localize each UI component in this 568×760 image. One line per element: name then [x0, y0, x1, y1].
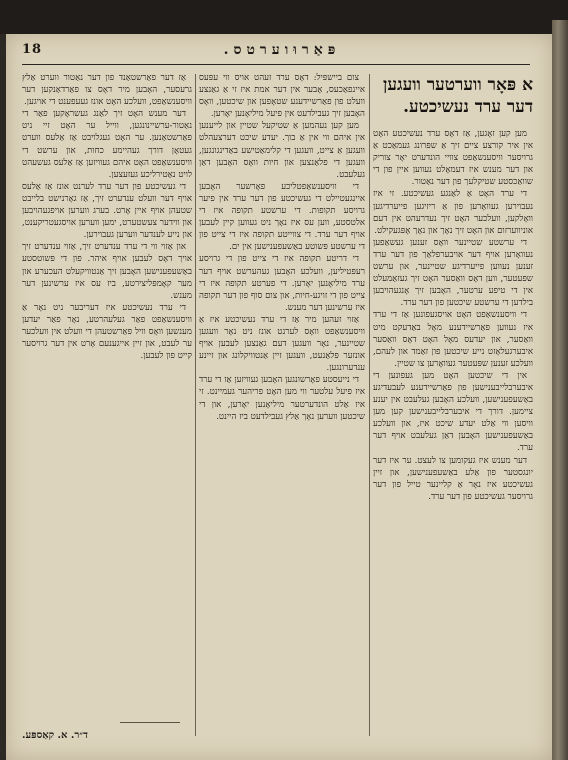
top-dark-strip	[0, 0, 568, 34]
paragraph: אַז דער פאַרשטאַנד פון דער נאַטור ווערט אַלץ גרעסער, האָבען מיר דאָס צו פאַרדאַנקען דער וויסענשאַפט, וועלכע האָט אונז געעפענט די אויגען.	[22, 73, 192, 108]
paragraph: די וויסענשאַפטליכע פאָרשער האָבען איינגעטיילט די געשיכטע פון דער ערד אין פיער גרויסע תקופות. די ערשטע תקופה איז די אלטסטע, ווען עס איז נאָך ניט געווען קיין לעבען אויף דער ערד. די צווייטע תקופה איז די צייט פון די ערשטע פּשוטע באַשעפענישען אין ים.	[199, 181, 365, 253]
paragraph: די ערשטע שטיינער וואָס זענען געשאַפען נעוואָרען אויף דער אויבערפלאַך פון דער ערד זענען נעווען פייערדיגע שטיינער, און ערשט שפּעטער, ווען דאָס וואַסער האָט זיך געזאַמעלט אין די טיפע ערטער, האָבען זיך אָנגעהויבען בילדען די ערשטע שיכטען פון דער ערד.	[373, 237, 533, 309]
title-line-1: א פּאָר ווערטער וועגען	[383, 75, 533, 95]
column-divider	[369, 74, 370, 736]
paragraph: די וויסענשאַפט האָט אויסגעפונען אַז די ערד איז נעווען פאַרשיידענע מאָל באַדעקט מיט וואַסער, און יעדעס מאָל האָט דאָס וואַסער איבערגעלאָזט נייע שיכטען פון זאַמד און לעהם, וועלכע זענען שפּעטער געוואָרען צו שטיין.	[373, 310, 533, 369]
paragraph: אין די שיכטען האָט מען געפונען די איבערבלייבענישען פון פאַרשיידענע לעבעדיגע באַשעפענישען, וועלכע האָבען געלעבט אין יענע ציימען. דורך די איבערבלייבענישען קען מען וויסען ווי אַלט יעדע שיכט איז, און וועלכע באַשעפענישען האָבען דאַן געלעבט אויף דער ערד.	[373, 370, 533, 454]
paragraph: דער מענש האָט זיך לאַנג געשראָקען פאַר די נאַטור-ערשיינונגען, ווייל ער האָט זיי ניט פאַרשטאַנען. ער האָט געגלויבט אַז אַלעס ווערט געטאָן דורך געהיימע כחות, און ערשט די וויסענשאַפט האָט איהם געוויזען אַז אַלעס געשעהט לויט נאַטירליכע געזעצען.	[22, 109, 192, 180]
title-line-2: דער ערד נעשיכטע.	[403, 97, 533, 117]
page-edge-shadow	[552, 20, 568, 760]
journal-title: פּאַרוּוערטס.	[223, 42, 341, 58]
author-signature: ד״ר. א. קאַספּע.	[22, 730, 88, 741]
paragraph: די דריטע תקופה איז די צייט פון די גרויסע רעפּטיליען, וועלכע האָבען געהערשט אויף דער ערד מיליאָנען יאָרען. די פערטע תקופה איז די צייט פון די זויגע-חיות, און צום סוף פון דער תקופה איז ערשינען דער מענש.	[199, 254, 365, 313]
column-middle	[199, 72, 365, 742]
page-number: 18	[22, 42, 43, 57]
paragraph: די ערד נעשיכטע איז דעריבער ניט נאָר אַ וויסענשאַפט פאַר געלעהרטע, נאָר פאַר יעדען מענשען וואָס וויל פאַרשטעהן די וועלט אין וועלכער ער לעבט, און זיין אייגענעם אָרט אין דער גרויסער קייט פון לעבען.	[22, 302, 192, 362]
article-title	[373, 74, 533, 118]
paragraph: מען קען זאָגען, אַז דאָס ערד נעשיכטע האָט אין איר קורצע ציים זיך אַ שפּרונג געמאַכט אַ גרויסער וויסענשאַפט צוויי הונדערט יאָר צוריק און דער מענש איז דעמאָלט נעווען איין פון די שוואַכסטע שטיקלעך פון דער נאַטור.	[373, 129, 533, 188]
column-divider	[195, 74, 196, 736]
paragraph: צום ביישפּיל: דאָס ערד זעהט אויס ווי עפּעס איינפאַכעס, אָבער אין דער אמת איז זי אַ גאַנצע וועלט פון פאַרשיידענע שטאָפען און שיכטען, וואָס האָבען זיך געבילדעט אין פיעל מיליאָנען יאָרען.	[199, 73, 365, 120]
signature-rule	[120, 722, 180, 723]
paragraph: און אַזוי ווי די ערד ענדערט זיך, אַזוי ענדערט זיך אויך דאָס לעבען אויף איהר. פון די פּשוטסטע באַשעפענישען האָבען זיך אַנטוויקעלט העכערע און מער קאָמפּליצירטע, ביז עס איז ערשינען דער מענש.	[22, 242, 192, 301]
column-right	[373, 72, 533, 742]
paragraph: מען קען נעהמען אַ שטיקעל שטיין און לייענען אין איהם ווי אין אַ בוך. יעדע שיכט דערצעהלט וועגען אַ צייט, וועגען די קלימאַטישע באַדינגונגען, וועגען די פלאַנצען און חיות וואָס האָבען דאַן געלעבט.	[199, 121, 365, 180]
paragraph: די נייעסטע פאָרשונגען האָבען געוויזען אַז די ערד איז פיעל עלטער ווי מען האָט פריהער געמיינט. זי איז אַלט הונדערטער מיליאָנען יאָרען, און די שיכטען ווערען נאָך אַלץ געבילדעט ביז היינט.	[199, 375, 365, 422]
paragraph: דער מענש איז געקומען צו לעצט. ער איז דער יונגסטער פון אַלע באַשעפענישען, און זיין געשיכטע איז נאָר אַ קליינער טייל פון דער גרויסער געשיכטע פון דער ערד.	[373, 455, 533, 502]
paragraph: די געשיכטע פון דער ערד לערנט אונז אַז אַלעס אויף דער וועלט ענדערט זיך, אַז גאָרנישט בלייבט שטעהן אויף איין אָרט. בערג ווערען אויפגעהויבען און ווידער צעשטערט, ימען ווערען אויסגעטריקענט, און נייע לענדער ווערען געבוירען.	[22, 181, 192, 241]
paragraph: אַזוי זעהען מיר אַז די ערד נעשיכטע איז אַ וויסענשאַפט וואָס לערנט אונז ניט נאָר וועגען שטיינער, נאָר וועגען דעם גאַנצען לעבען אויף אונזער פּלאַנעט, וועגען זיין אַנטוויקלונג און זיינע ענדערונגען.	[199, 314, 365, 374]
page-header	[22, 42, 530, 65]
column-left	[22, 72, 192, 720]
paragraph: די ערד האָט אַ לאַנגע געשיכטע. זי איז נעבוירען געוואָרען פון אַ ריזיגען פייערדיגען וואָלקען, וועלכער האָט זיך נעדרעהט אין דעם אוניווערזום און האָט זיך נאָך און נאָך אָפּגעקילט.	[373, 189, 533, 236]
